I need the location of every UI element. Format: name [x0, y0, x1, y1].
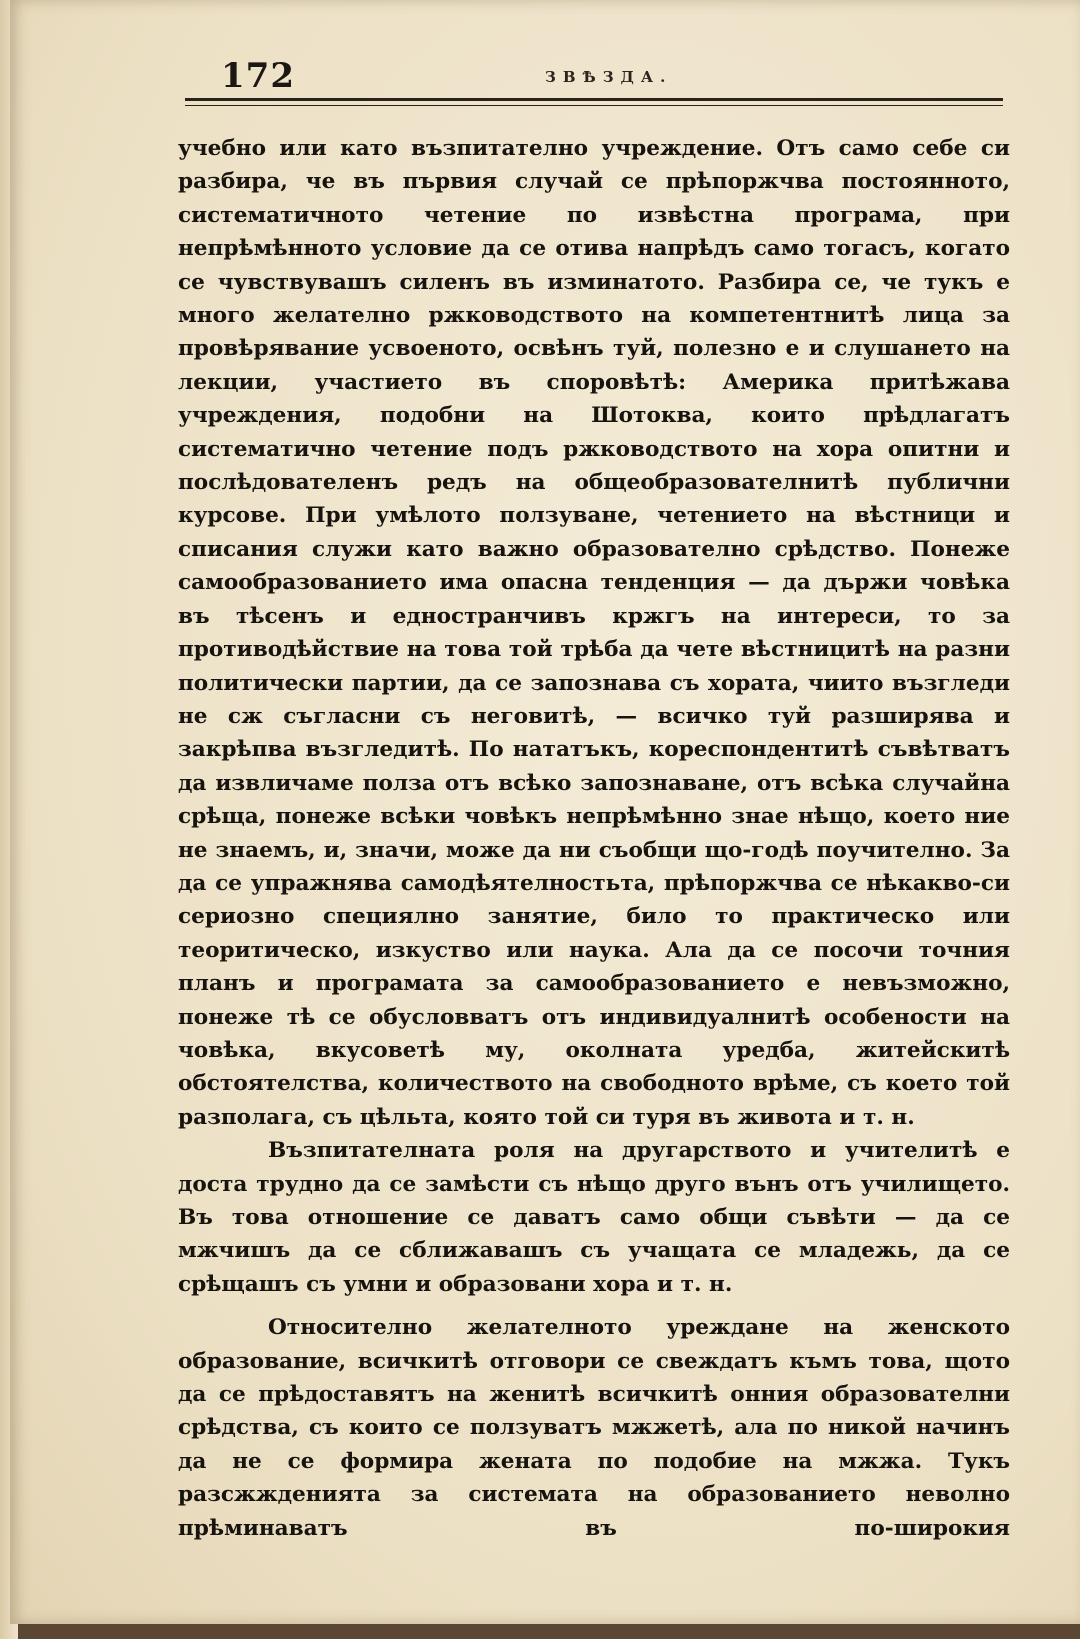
- paragraph-2: Възпитателната роля на другарството и учителитѣ е доста трудно да се замѣсти съ нѣщо друго вънъ отъ училището. Въ това отношение се даватъ само общи съвѣти — да се мжчишъ да се сближавашъ съ учащата се младежь, да се срѣщашъ съ умни и образовани хора и т. н.: [178, 1138, 1010, 1297]
- body-text: [178, 132, 1010, 1545]
- page-header: [185, 52, 1000, 102]
- paragraph-3: Относително желателното уреждане на женското образование, всичкитѣ отговори се свеждатъ къмъ това, щото да се прѣдоставятъ на женитѣ всичкитѣ онния образователни срѣдства, съ които се ползуватъ мжжетѣ, ала по никой начинъ да не се формира жената по подобие на мжжа. Тукъ разсжжденията за системата на образованието неволно прѣминаватъ въ по-широкия: [178, 1315, 1010, 1541]
- header-rule-thick: [185, 98, 1003, 101]
- paragraph-1: учебно или като възпитателно учреждение. Отъ само себе си разбира, че въ първия случай се прѣпоржчва постоянното, систематичното четение по извѣстна програма, при непрѣмѣнното условие да се отива напрѣдъ само тогасъ, когато се чувствувашъ силенъ въ изминатото. Разбира се, че тукъ е много желателно ржководството на компетентнитѣ лица за провѣрявание усвоеното, освѣнъ туй, полезно е и слушането на лекции, участието въ споровѣтѣ: Америка притѣжава учреждения, подобни на Шотоква, които прѣдлагатъ систематично четение подъ ржководството на хора опитни и послѣдователенъ редъ на общеобразователнитѣ публични курсове. При умѣлото ползуване, четението на вѣстници и списания служи като важно образователно срѣдство. Понеже самообразованието има опасна тенденция — да държи човѣка въ тѣсенъ и едностранчивъ кржгъ на интереси, то за противодѣйствие на това той трѣба да чете вѣстницитѣ на разни политически партии, да се запознава съ хората, чиито възгледи не сж съгласни съ неговитѣ, — всичко туй разширява и закрѣпва възгледитѣ. По нататъкъ, кореспондентитѣ съвѣтватъ да извличаме полза отъ всѣко запознаване, отъ всѣка случайна срѣща, понеже всѣки човѣкъ непрѣмѣнно знае нѣщо, което ние не знаемъ, и, значи, може да ни съобщи що-годѣ поучително. За да се упражнява самодѣятелностьта, прѣпоржчва се нѣкакво-си сериозно специялно занятие, било то практическо или теоритическо, изкуство или наука. Ала да се посочи точния планъ и програмата за самообразованието е невъзможно, понеже тѣ се обусловватъ отъ индивидуалнитѣ особености на човѣка, вкусоветѣ му, околната уредба, житейскитѣ обстоятелства, количеството на свободното врѣме, съ което той разполага, съ цѣльта, която той си туря въ живота и т. н.: [178, 136, 1010, 1130]
- running-title: ЗВѢЗДА.: [545, 68, 673, 86]
- header-rule-thin: [185, 105, 1003, 106]
- page-number: 172: [221, 56, 295, 96]
